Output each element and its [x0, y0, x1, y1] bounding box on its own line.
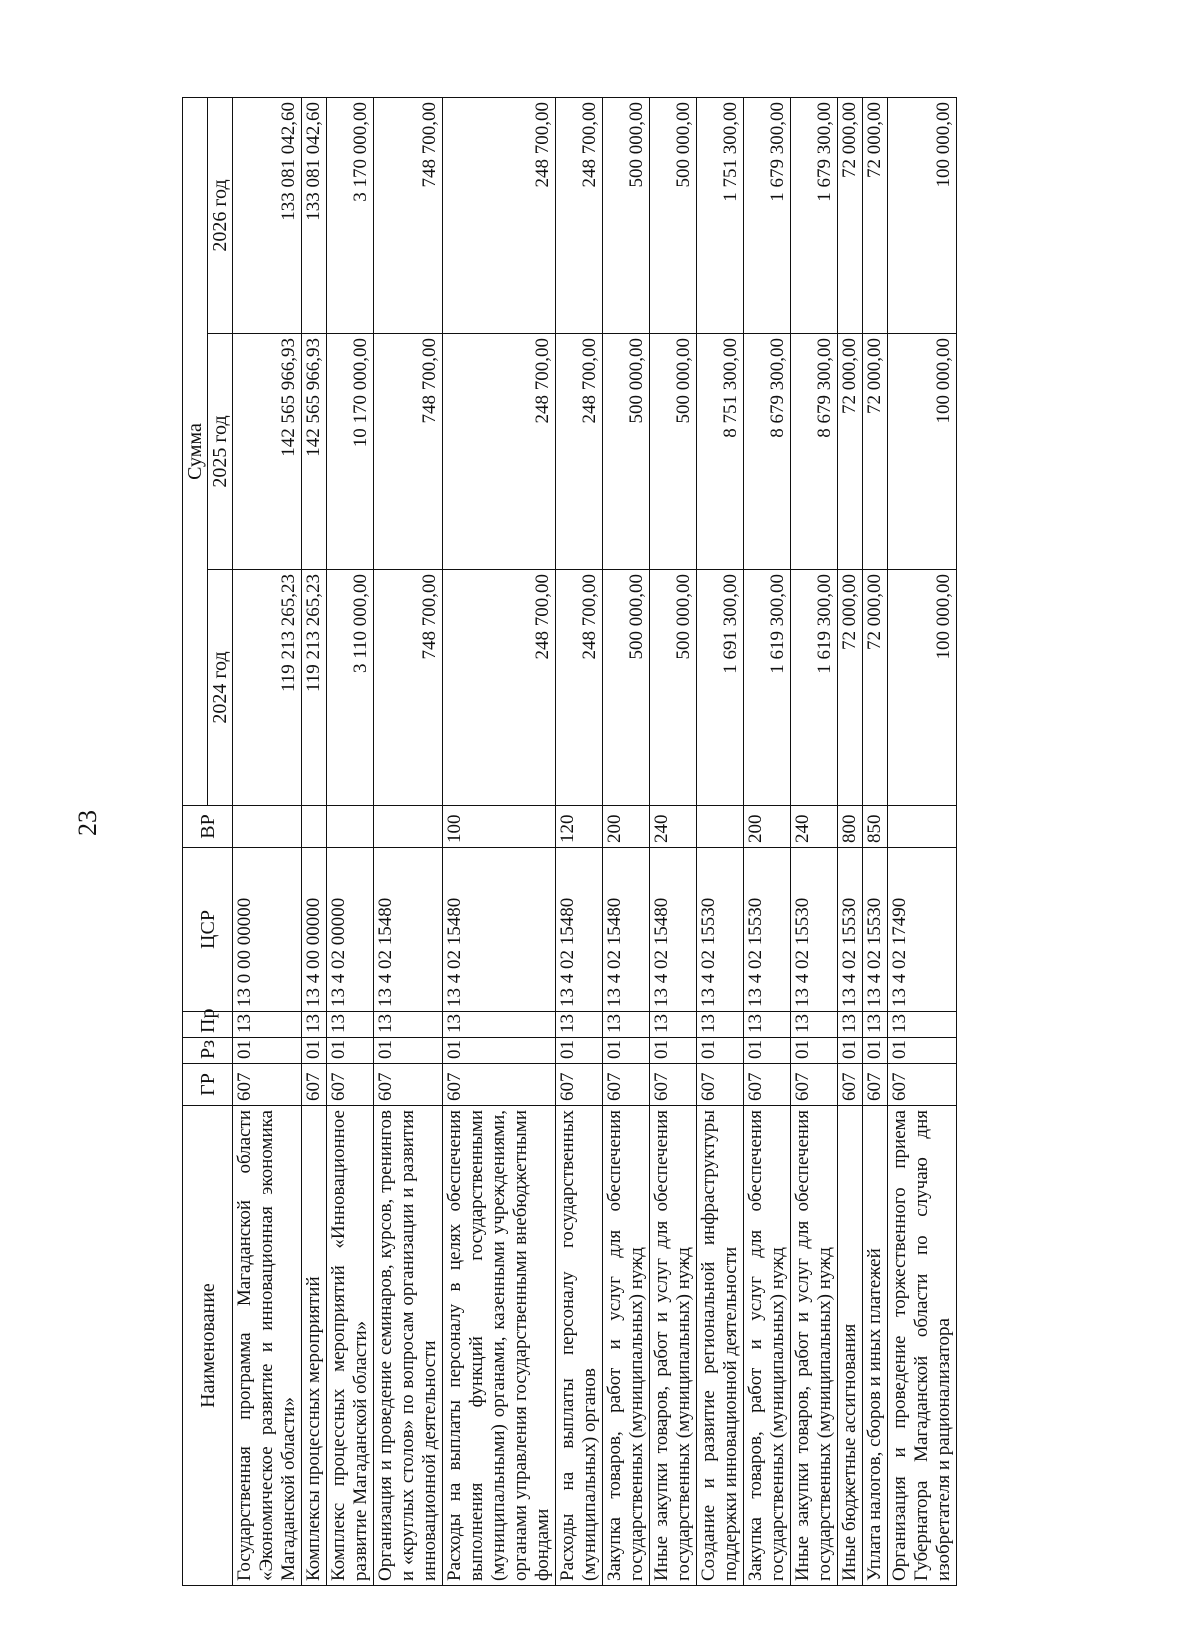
cell-gr: 607	[838, 1064, 863, 1106]
cell-rz: 01	[650, 1038, 697, 1064]
rotated-page-content	[182, 98, 1102, 1586]
header-csr: ЦСР	[183, 848, 233, 1012]
cell-rz: 01	[374, 1038, 443, 1064]
cell-vr: 240	[791, 806, 838, 848]
cell-rz: 01	[556, 1038, 603, 1064]
cell-csr: 13 4 02 15480	[374, 848, 443, 1012]
cell-2025: 500 000,00	[603, 334, 650, 570]
cell-vr	[302, 806, 327, 848]
cell-csr: 13 4 02 15530	[863, 848, 888, 1012]
cell-pr: 13	[603, 1012, 650, 1038]
cell-2026: 72 000,00	[863, 97, 888, 333]
table-row	[863, 97, 888, 1585]
cell-2025: 8 751 300,00	[697, 334, 744, 570]
cell-rz: 01	[838, 1038, 863, 1064]
cell-vr: 100	[443, 806, 556, 848]
cell-gr: 607	[744, 1064, 791, 1106]
cell-vr	[374, 806, 443, 848]
header-year-2026: 2026 год	[208, 97, 233, 333]
header-sum: Сумма	[183, 97, 208, 805]
cell-pr: 13	[744, 1012, 791, 1038]
cell-vr	[327, 806, 374, 848]
table-row	[443, 97, 556, 1585]
cell-gr: 607	[603, 1064, 650, 1106]
cell-pr: 13	[327, 1012, 374, 1038]
cell-pr: 13	[556, 1012, 603, 1038]
cell-name: Создание и развитие региональной инфраструктуры поддержки инновационной деятельности	[697, 1106, 744, 1586]
header-rz: Рз	[183, 1038, 233, 1064]
cell-pr: 13	[838, 1012, 863, 1038]
cell-csr: 13 4 02 15530	[791, 848, 838, 1012]
cell-rz: 01	[233, 1038, 302, 1064]
cell-gr: 607	[650, 1064, 697, 1106]
cell-rz: 01	[327, 1038, 374, 1064]
table-row	[374, 97, 443, 1585]
cell-2026: 248 700,00	[556, 97, 603, 333]
cell-gr: 607	[327, 1064, 374, 1106]
header-name: Наименование	[183, 1106, 233, 1586]
page-number: 23	[73, 810, 102, 836]
cell-2026: 500 000,00	[603, 97, 650, 333]
cell-rz: 01	[791, 1038, 838, 1064]
cell-csr: 13 4 02 17490	[888, 848, 957, 1012]
cell-csr: 13 4 02 15480	[556, 848, 603, 1012]
cell-pr: 13	[888, 1012, 957, 1038]
cell-name: Иные закупки товаров, работ и услуг для обеспечения государственных (муниципальных) нужд	[791, 1106, 838, 1586]
cell-rz: 01	[744, 1038, 791, 1064]
cell-vr: 120	[556, 806, 603, 848]
cell-rz: 01	[443, 1038, 556, 1064]
cell-2026: 748 700,00	[374, 97, 443, 333]
cell-2024: 500 000,00	[603, 570, 650, 806]
cell-pr: 13	[374, 1012, 443, 1038]
cell-name: Иные закупки товаров, работ и услуг для обеспечения государственных (муниципальных) нужд	[650, 1106, 697, 1586]
cell-gr: 607	[888, 1064, 957, 1106]
cell-name: Расходы на выплаты персоналу в целях обеспечения выполнения функций государственными (муниципальными) органами, казенными учреждениями, органами управления государственными внебюджетными фондами	[443, 1106, 556, 1586]
cell-2026: 1 679 300,00	[791, 97, 838, 333]
cell-2024: 119 213 265,23	[302, 570, 327, 806]
cell-2024: 748 700,00	[374, 570, 443, 806]
cell-csr: 13 4 02 15480	[650, 848, 697, 1012]
cell-vr: 200	[603, 806, 650, 848]
cell-2024: 500 000,00	[650, 570, 697, 806]
cell-vr: 800	[838, 806, 863, 848]
cell-vr	[697, 806, 744, 848]
cell-csr: 13 4 00 00000	[302, 848, 327, 1012]
cell-vr: 200	[744, 806, 791, 848]
cell-2026: 3 170 000,00	[327, 97, 374, 333]
cell-gr: 607	[697, 1064, 744, 1106]
cell-2025: 8 679 300,00	[791, 334, 838, 570]
table-row	[744, 97, 791, 1585]
cell-2024: 1 691 300,00	[697, 570, 744, 806]
table-row	[838, 97, 863, 1585]
table-row	[233, 97, 302, 1585]
cell-vr: 240	[650, 806, 697, 848]
cell-name: Расходы на выплаты персоналу государственных (муниципальных) органов	[556, 1106, 603, 1586]
cell-name: Организация и проведение торжественного приема Губернатора Магаданской области по случаю дня изобретателя и рационализатора	[888, 1106, 957, 1586]
cell-2024: 119 213 265,23	[233, 570, 302, 806]
cell-name: Государственная программа Магаданской области «Экономическое развитие и инновационная экономика Магаданской области»	[233, 1106, 302, 1586]
cell-2025: 8 679 300,00	[744, 334, 791, 570]
cell-name: Закупка товаров, работ и услуг для обеспечения государственных (муниципальных) нужд	[603, 1106, 650, 1586]
cell-gr: 607	[556, 1064, 603, 1106]
budget-table	[182, 97, 957, 1586]
budget-table-container	[182, 98, 1200, 1581]
cell-rz: 01	[888, 1038, 957, 1064]
cell-2025: 10 170 000,00	[327, 334, 374, 570]
cell-name: Комплекс процессных мероприятий «Инновационное развитие Магаданской области»	[327, 1106, 374, 1586]
cell-name: Комплексы процессных мероприятий	[302, 1106, 327, 1586]
table-row	[603, 97, 650, 1585]
cell-pr: 13	[863, 1012, 888, 1038]
cell-2024: 72 000,00	[838, 570, 863, 806]
cell-2024: 1 619 300,00	[791, 570, 838, 806]
cell-2026: 133 081 042,60	[302, 97, 327, 333]
cell-gr: 607	[374, 1064, 443, 1106]
table-row	[556, 97, 603, 1585]
table-row	[791, 97, 838, 1585]
cell-2026: 72 000,00	[838, 97, 863, 333]
cell-2026: 248 700,00	[443, 97, 556, 333]
cell-gr: 607	[233, 1064, 302, 1106]
cell-csr: 13 4 02 15480	[603, 848, 650, 1012]
cell-vr	[888, 806, 957, 848]
cell-gr: 607	[302, 1064, 327, 1106]
cell-2025: 100 000,00	[888, 334, 957, 570]
cell-pr: 13	[302, 1012, 327, 1038]
cell-gr: 607	[443, 1064, 556, 1106]
cell-gr: 607	[791, 1064, 838, 1106]
cell-2025: 500 000,00	[650, 334, 697, 570]
cell-2024: 248 700,00	[556, 570, 603, 806]
cell-csr: 13 4 02 15530	[697, 848, 744, 1012]
cell-csr: 13 0 00 00000	[233, 848, 302, 1012]
table-body	[233, 97, 957, 1585]
cell-name: Организация и проведение семинаров, курсов, тренингов и «круглых столов» по вопросам организации и развития инновационной деятельности	[374, 1106, 443, 1586]
table-row	[650, 97, 697, 1585]
cell-2026: 1 751 300,00	[697, 97, 744, 333]
header-pr: Пр	[183, 1012, 233, 1038]
cell-2026: 133 081 042,60	[233, 97, 302, 333]
table-row	[888, 97, 957, 1585]
cell-2025: 142 565 966,93	[302, 334, 327, 570]
header-gr: ГР	[183, 1064, 233, 1106]
cell-2026: 100 000,00	[888, 97, 957, 333]
cell-csr: 13 4 02 00000	[327, 848, 374, 1012]
cell-2024: 1 619 300,00	[744, 570, 791, 806]
cell-2024: 3 110 000,00	[327, 570, 374, 806]
cell-csr: 13 4 02 15530	[744, 848, 791, 1012]
header-year-2024: 2024 год	[208, 570, 233, 806]
cell-csr: 13 4 02 15530	[838, 848, 863, 1012]
cell-vr: 850	[863, 806, 888, 848]
cell-name: Закупка товаров, работ и услуг для обеспечения государственных (муниципальных) нужд	[744, 1106, 791, 1586]
cell-2025: 142 565 966,93	[233, 334, 302, 570]
cell-rz: 01	[697, 1038, 744, 1064]
cell-name: Иные бюджетные ассигнования	[838, 1106, 863, 1586]
table-row	[327, 97, 374, 1585]
cell-2025: 748 700,00	[374, 334, 443, 570]
table-row	[697, 97, 744, 1585]
cell-name: Уплата налогов, сборов и иных платежей	[863, 1106, 888, 1586]
cell-pr: 13	[443, 1012, 556, 1038]
header-year-2025: 2025 год	[208, 334, 233, 570]
cell-2026: 500 000,00	[650, 97, 697, 333]
cell-vr	[233, 806, 302, 848]
table-row	[302, 97, 327, 1585]
cell-csr: 13 4 02 15480	[443, 848, 556, 1012]
cell-2025: 248 700,00	[443, 334, 556, 570]
cell-2025: 72 000,00	[838, 334, 863, 570]
cell-2025: 248 700,00	[556, 334, 603, 570]
cell-2024: 72 000,00	[863, 570, 888, 806]
cell-pr: 13	[697, 1012, 744, 1038]
cell-gr: 607	[863, 1064, 888, 1106]
cell-pr: 13	[791, 1012, 838, 1038]
cell-pr: 13	[233, 1012, 302, 1038]
table-header	[183, 97, 233, 1585]
cell-rz: 01	[603, 1038, 650, 1064]
cell-pr: 13	[650, 1012, 697, 1038]
header-vr: ВР	[183, 806, 233, 848]
cell-rz: 01	[863, 1038, 888, 1064]
cell-2024: 248 700,00	[443, 570, 556, 806]
cell-2026: 1 679 300,00	[744, 97, 791, 333]
cell-rz: 01	[302, 1038, 327, 1064]
cell-2025: 72 000,00	[863, 334, 888, 570]
cell-2024: 100 000,00	[888, 570, 957, 806]
